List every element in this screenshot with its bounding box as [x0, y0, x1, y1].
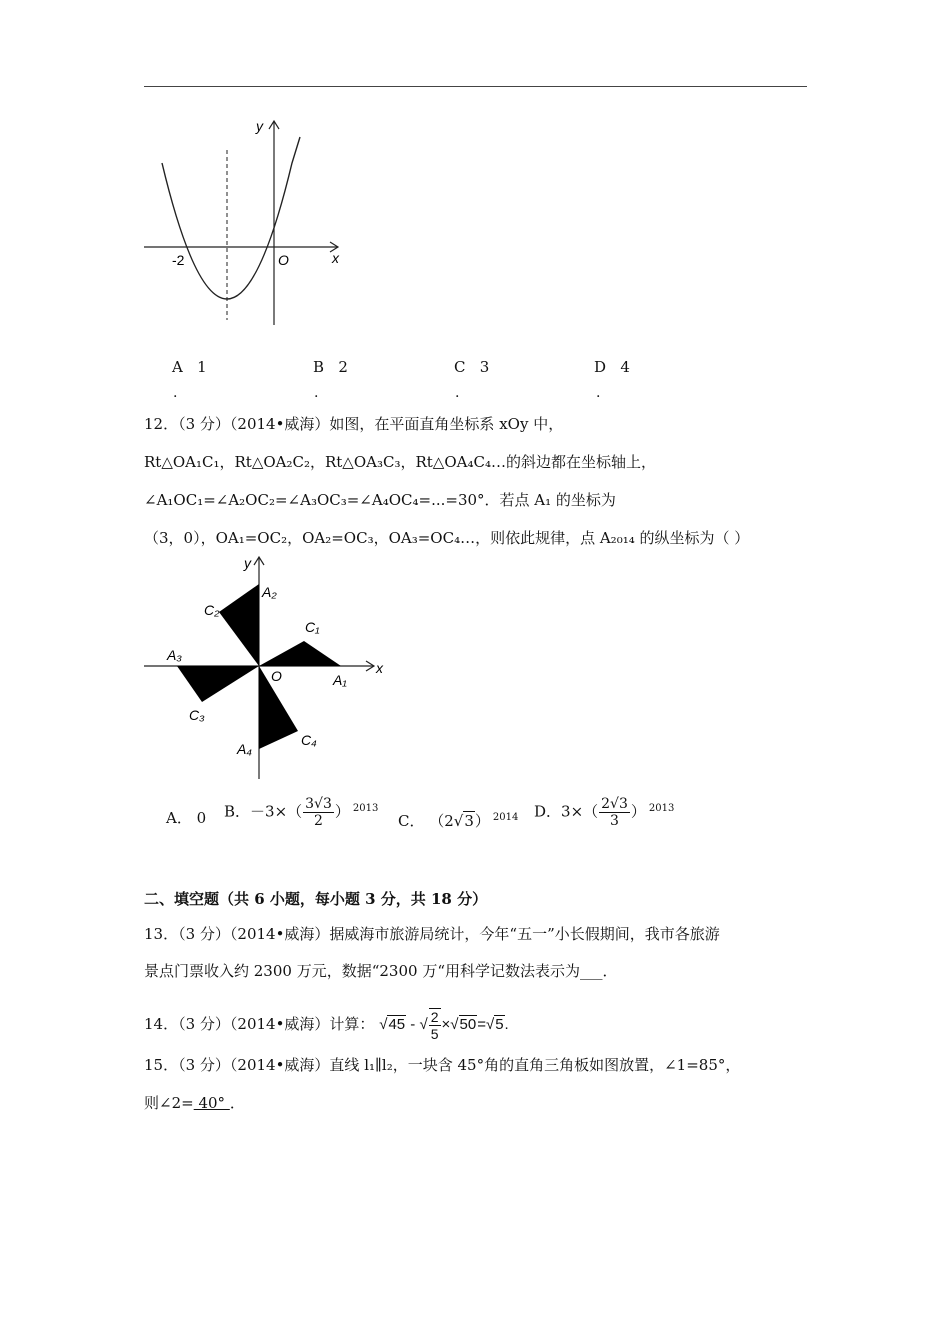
q12-choice-c[interactable]: C． （2√3） $^{2014}$	[398, 812, 519, 830]
q11-dot-d: .	[596, 385, 601, 401]
q11-dot-c: .	[455, 385, 460, 401]
q15-line-1: 15．（3 分）（2014•威海）直线 l₁∥l₂，一块含 45°角的直角三角板如图放置，∠1=85°，	[144, 1056, 741, 1074]
triangle-3	[177, 666, 259, 702]
label-A1: A₁	[333, 672, 347, 688]
parabola-graph	[140, 115, 350, 330]
graph-y-label: y	[256, 118, 263, 134]
q12-b-fraction: $\frac{3√3}{2}$	[305, 796, 332, 829]
fig-y-label: y	[244, 555, 251, 571]
label-A4: A₄	[237, 741, 252, 757]
label-A3: A₃	[167, 647, 182, 663]
q12-choice-b[interactable]: B．－3×（ $\frac{3√3}{2}$ ） $^{2013}$	[224, 796, 379, 829]
triangle-2	[219, 584, 259, 666]
pinwheel-figure	[140, 553, 390, 783]
q14-expression: √45 - √ $\frac{2}{5}$ ×√50=√5.	[379, 1009, 509, 1042]
label-C3: C₃	[189, 707, 205, 723]
q13-line-1: 13．（3 分）（2014•威海）据威海市旅游局统计，今年“五一”小长假期间，我市各旅游	[144, 925, 720, 943]
q11-choice-d[interactable]: D 4	[594, 358, 630, 376]
q15-answer: 40°	[193, 1094, 230, 1112]
q11-choice-b[interactable]: B 2	[313, 358, 348, 376]
q12-choice-d[interactable]: D．3×（ $\frac{2√3}{3}$ ） $^{2013}$	[534, 796, 675, 829]
q11-dot-a: .	[173, 385, 178, 401]
q12-line-4: （3，0），OA₁=OC₂，OA₂=OC₃，OA₃=OC₄…，则依此规律，点 A₂₀₁₄ 的纵坐标为（ ）	[144, 529, 750, 547]
label-A2: A₂	[262, 584, 277, 600]
graph-root-label: -2	[172, 252, 185, 268]
graph-origin-label: O	[278, 252, 289, 268]
q11-choice-a[interactable]: A 1	[172, 358, 207, 376]
q14-line: 14．（3 分）（2014•威海）计算： √45 - √ $\frac{2}{5}$ ×√50=√5.	[144, 1009, 509, 1042]
triangle-1	[259, 641, 341, 666]
header-rule	[144, 86, 807, 87]
q12-line-2: Rt△OA₁C₁，Rt△OA₂C₂，Rt△OA₃C₃，Rt△OA₄C₄…的斜边都在坐标轴上，	[144, 453, 656, 471]
q11-choice-c[interactable]: C 3	[454, 358, 490, 376]
parabola-curve	[162, 137, 300, 299]
q12-choice-a[interactable]: A． 0	[166, 809, 207, 827]
q15-line-2: 则∠2= 40° ．	[144, 1094, 245, 1112]
fig-x-label: x	[376, 660, 383, 676]
fig-origin-label: O	[271, 668, 282, 684]
label-C2: C₂	[204, 602, 220, 618]
label-C4: C₄	[301, 732, 317, 748]
label-C1: C₁	[305, 619, 320, 635]
q12-line-1: 12．（3 分）（2014•威海）如图，在平面直角坐标系 xOy 中，	[144, 415, 564, 433]
graph-x-label: x	[332, 250, 339, 266]
q12-d-fraction: $\frac{2√3}{3}$	[601, 796, 628, 829]
q12-line-3: ∠A₁OC₁=∠A₂OC₂=∠A₃OC₃=∠A₄OC₄=...=30°．若点 A₁ 的坐标为	[144, 491, 616, 509]
section-2-heading: 二、填空题（共 6 小题，每小题 3 分，共 18 分）	[144, 890, 488, 908]
q11-dot-b: .	[314, 385, 319, 401]
q13-line-2: 景点门票收入约 2300 万元，数据“2300 万“用科学记数法表示为___．	[144, 962, 618, 980]
